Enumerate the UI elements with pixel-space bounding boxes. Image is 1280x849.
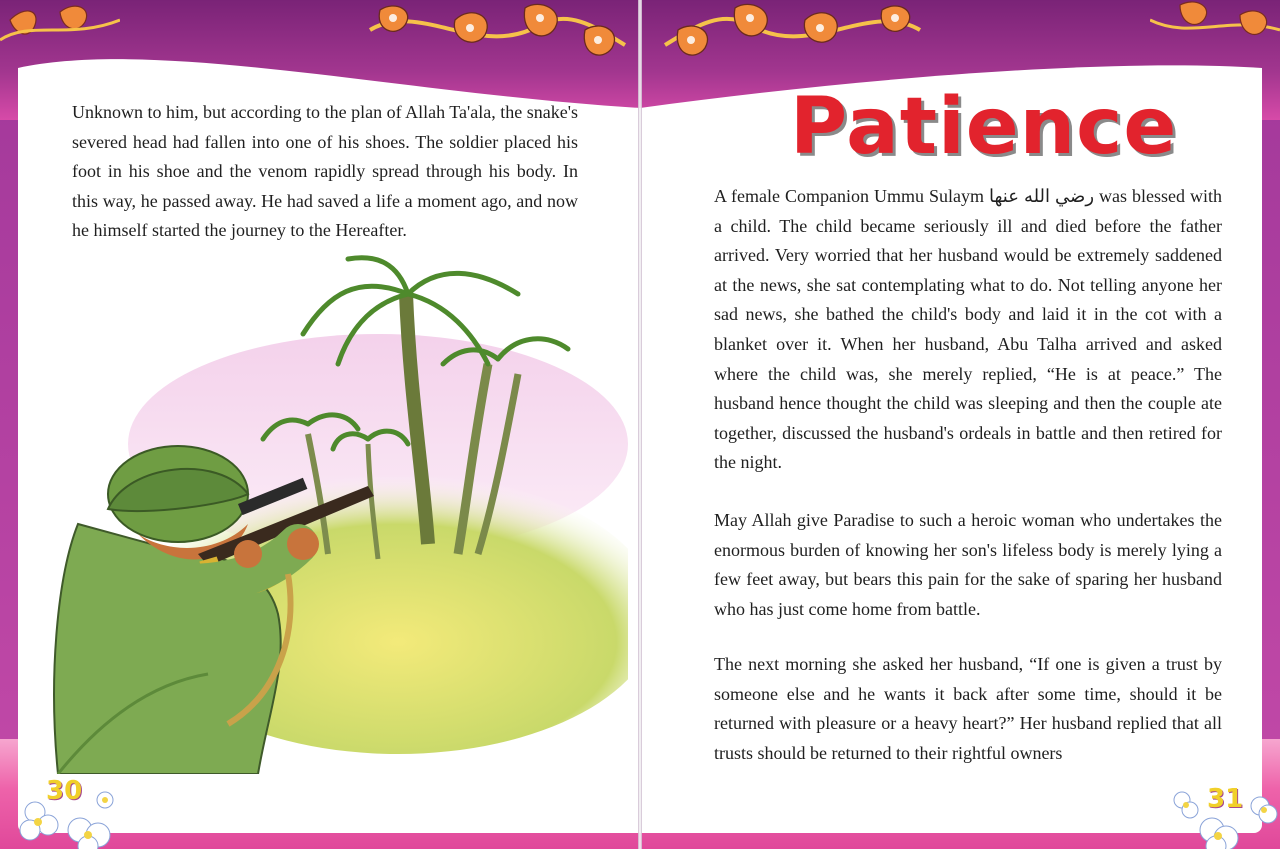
paragraph-2: May Allah give Paradise to such a heroic woman who undertakes the enormous burden of knowing her son's lifeless body is merely lying a few feet away, but bears this pain for the sake of sparing her husband who has just come home from battle. (714, 510, 1222, 619)
page-number-left: 30 (46, 776, 83, 806)
book-spine (638, 0, 642, 849)
page-number-right: 31 (1207, 784, 1244, 814)
paragraph-1: A female Companion Ummu Sulaym رضي الله عنها was blessed with a child. The child became seriously ill and died before the father arrived. Very worried that her husband would be extremely saddened at the news, she sat contemplating what to do. Not telling anyone her sad news, she bathed the child's body and laid it in the cot with a blanket over it. When her husband, Abu Talha arrived and asked where the child was, she merely replied, “He is at peace.” The husband hence thought the child was sleeping and then the couple ate together, discussed the husband's ordeals in battle and then retired for the night. (714, 186, 1222, 473)
left-page-text: Unknown to him, but according to the plan of Allah Ta'ala, the snake's severed head had fallen into one of his shoes. The soldier placed his foot in his shoe and the venom rapidly spread through his body. In this way, he passed away. He had saved a life a moment ago, and now he himself started the journey to the Hereafter. (72, 102, 578, 241)
paragraph-3: The next morning she asked her husband, “If one is given a trust by someone else and he wants it back after some time, should it be returned with pleasure or a heavy heart?” Her husband replied that all trusts should be returned to their rightful owners (714, 654, 1222, 763)
page-title: Patience (790, 82, 1178, 172)
soldier-illustration (18, 254, 628, 774)
